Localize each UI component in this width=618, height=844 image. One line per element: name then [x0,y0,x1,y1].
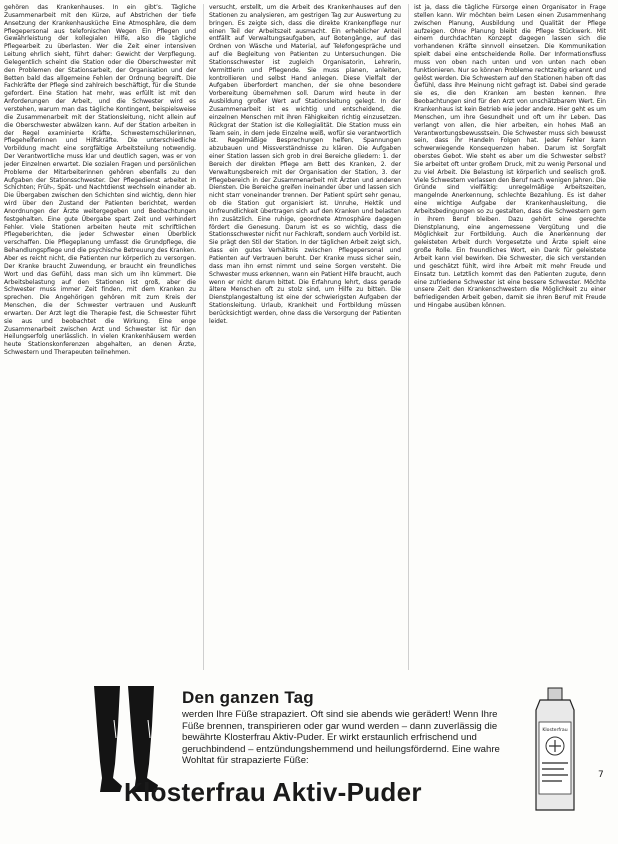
bottle-label: Klosterfrau [542,728,568,733]
column-text: versucht, erstellt, um die Arbeit des Krankenhauses auf den Stationen zu analysieren, am gestrigen Tag zur Auswertung zu bringen. Es zeigte sich, dass die direkte Krankenpflege nur einen Teil der Arbeitszeit ausmacht. Ein erheblicher Anteil entfällt auf Verwaltungsaufgaben, auf Botengänge, auf das Ordnen von Wäsche und Material, auf Telefongespräche und auf die Begleitung von Patienten zu Untersuchungen. Die Stationsschwester ist zugleich Organisatorin, Lehrerin, Vermittlerin und Pflegende. Sie muss planen, anleiten, kontrollieren und selbst Hand anlegen. Diese Vielfalt der Aufgaben überfordert manchen, der sie ohne besondere Vorbereitung übernehmen soll. Darum wird heute in der Ausbildung großer Wert auf Stationsleitung gelegt. In der Zusammenarbeit ist es wichtig und entscheidend, die einzelnen Menschen mit ihren Fähigkeiten richtig einzusetzen. Rückgrat der Station ist die Kollegialität. Die Station muss ein Team sein, in dem jede Einzelne weiß, wofür sie verantwortlich ist. Regelmäßige Besprechungen helfen, Spannungen abzubauen und Missverständnisse zu klären. Die Aufgaben einer Station lassen sich grob in drei Bereiche gliedern: 1. der Bereich der direkten Pflege am Bett des Kranken, 2. der Verwaltungsbereich mit der Organisation der Station, 3. der Pflegebereich in der Zusammenarbeit mit Ärzten und anderen Diensten. Die Bereiche greifen ineinander über und lassen sich nicht starr voneinander trennen. Der Patient spürt sehr genau, ob die Station gut organisiert ist. Unruhe, Hektik und Unfreundlichkeit übertragen sich auf den Kranken und belasten ihn zusätzlich. Eine ruhige, geordnete Atmosphäre dagegen fördert die Genesung. Darum ist es so wichtig, dass die Stationsschwester nicht nur Fachkraft, sondern auch Vorbild ist. Sie prägt den Stil der Station. In der täglichen Arbeit zeigt sich, dass ein gutes Verhältnis zwischen Pflegepersonal und Patienten auf Vertrauen beruht. Der Kranke muss sicher sein, dass man ihn ernst nimmt und seine Sorgen versteht. Die Schwester muss erkennen, wann ein Patient Hilfe braucht, auch wenn er nicht darum bittet. Die Erfahrung lehrt, dass gerade ältere Menschen oft zu stolz sind, um Hilfe zu bitten. Die Dienstplangestaltung ist eine der schwierigsten Aufgaben der Stationsleitung. Urlaub, Krankheit und Fortbildung müssen berücksichtigt werden, ohne dass die Versorgung der Patienten leidet. [209,4,401,325]
article-body [4,4,608,670]
column-text: gehören das Krankenhauses. In ein gibt’s. Tägliche Zusammenarbeit mit den Kürze, auf Abstrichen der tiefe Ansetzung der Krankenhausküche Eine Atmosphäre, die dem Pflegepersonal aus telefonischen Wegen Ein Pflegen und Gewährleistung der kollegialen Hilfe, also die tägliche Pflegearbeit zu überlasten. Wer die Zeit einer intensiven Leitung ehrlich sieht, führt daher: Gewicht der Verpflegung. Gelegentlich scheint die Station oder die Oberschwester mit den Problemen der Stationsarbeit, der Organisation und der Betten bald das allgemeine Fehlen der Ordnung begreift. Die Fachkräfte der Pflege sind zahlreich beschäftigt, für die Stunde gefordert. Eine Station hat mehr, was erfüllt ist mit den Anforderungen der Arbeit, und die Schwester wird es verstehen, warum man das tägliche Kontingent, beispielsweise die Zusammenarbeit mit der Stationsleitung, nicht allein auf die Oberschwester abwälzen kann. Auf der Station arbeiten in der Regel examinierte Kräfte, Schwesternschülerinnen, Pflegehelferinnen und Hilfskräfte. Die unterschiedliche Vorbildung macht eine sorgfältige Arbeitsteilung notwendig. Der Verantwortliche muss klar und deutlich sagen, was er von jeder Einzelnen erwartet. Die sozialen Fragen und persönlichen Probleme der Mitarbeiterinnen gehören ebenfalls zu den Aufgaben der Stationsschwester. Der Pflegedienst arbeitet in Schichten; Früh-, Spät- und Nachtdienst wechseln einander ab. Die Übergaben zwischen den Schichten sind wichtig, denn hier wird über den Zustand der Patienten berichtet, werden Anordnungen der Ärzte weitergegeben und Beobachtungen festgehalten. Eine gute Übergabe spart Zeit und verhindert Fehler. Viele Stationen arbeiten heute mit schriftlichen Pflegeberichten, die jeder Schwester einen Überblick verschaffen. Die Pflegeplanung umfasst die Grundpflege, die Behandlungspflege und die psychische Betreuung des Kranken. Aber es reicht nicht, die Patienten nur körperlich zu versorgen. Der Kranke braucht Zuwendung, er braucht ein freundliches Wort und das Gefühl, dass man sich um ihn kümmert. Die Arbeitsbelastung auf den Stationen ist groß, aber die Schwester muss immer Zeit finden, mit dem Kranken zu sprechen. Die Angehörigen gehören mit zum Kreis der Menschen, die der Schwester vertrauen und Auskunft erwarten. Der Arzt legt die Therapie fest, die Schwester führt sie aus und beobachtet die Wirkung. Eine enge Zusammenarbeit zwischen Arzt und Schwester ist für den Heilungserfolg unerlässlich. In vielen Krankenhäusern werden heute Stationskonferenzen abgehalten, an denen Ärzte, Schwestern und Therapeuten teilnehmen. [4,4,196,357]
ad-headline: Den ganzen Tag [182,688,314,707]
ad-body-text: werden Ihre Füße strapaziert. Oft sind sie abends wie gerädert! Wenn Ihre Füße brennen, transpirieren oder gar wund werden – dann zuverlässig die bewährte Klosterfrau Aktiv-Puder. Er wirkt erstaunlich erfrischend und geruchbindend – entzündungshemmend und heilungsfördernd. Eine wahre Wohltat für strapazierte Füße: [182,709,500,767]
column-text: ist ja, dass die tägliche Fürsorge einen Organisator in Frage stellen kann. Wir möchten beim Lesen einen Zusammenhang zwischen Planung, Ausbildung und Qualität der Pflege aufzeigen. Ohne Planung bleibt die Pflege Stückwerk. Mit einem durchdachten Konzept dagegen lassen sich die vorhandenen Kräfte sinnvoll einsetzen. Die Kommunikation spielt dabei eine entscheidende Rolle. Der Informationsfluss muss von oben nach unten und von unten nach oben funktionieren. Nur so können Probleme rechtzeitig erkannt und gelöst werden. Die Schwestern auf den Stationen haben oft das Gefühl, dass ihre Meinung nicht gefragt ist. Dabei sind gerade sie es, die den Kranken am besten kennen. Ihre Beobachtungen sind für den Arzt von unschätzbarem Wert. Ein Krankenhaus ist kein Betrieb wie jeder andere. Hier geht es um Menschen, um ihre Gesundheit und oft um ihr Leben. Das verlangt von allen, die hier arbeiten, ein hohes Maß an Verantwortungsbewusstsein. Die Schwester muss sich bewusst sein, dass ihr Handeln Folgen hat. Jeder Fehler kann schwerwiegende Konsequenzen haben. Darum ist Sorgfalt oberstes Gebot. Wie steht es aber um die Schwester selbst? Sie arbeitet oft unter großem Druck, mit zu wenig Personal und zu viel Arbeit. Die Belastung ist körperlich und seelisch groß. Viele Schwestern verlassen den Beruf nach wenigen Jahren. Die Gründe sind vielfältig: unregelmäßige Arbeitszeiten, mangelnde Anerkennung, schlechte Bezahlung. Es ist daher eine wichtige Aufgabe der Krankenhausleitung, die Arbeitsbedingungen so zu gestalten, dass die Schwestern gern in ihrem Beruf bleiben. Dazu gehört eine gerechte Dienstplanung, eine angemessene Vergütung und die Möglichkeit zur Fortbildung. Auch die Anerkennung der geleisteten Arbeit durch Vorgesetzte und Ärzte spielt eine große Rolle. Ein freundliches Wort, ein Dank für geleistete Arbeit kann viel bewirken. Die Schwester, die sich verstanden und geschätzt fühlt, wird ihre Arbeit mit mehr Freude und Einsatz tun. Letztlich kommt das den Patienten zugute, denn eine zufriedene Schwester ist eine bessere Schwester. Möchte unsere Zeit den Krankenschwestern die Möglichkeit zu einer befriedigenden Arbeit geben, damit sie ihren Beruf mit Freude und Hingabe ausüben können. [414,4,606,310]
text-column-1 [4,4,196,670]
column-divider [408,4,409,670]
column-divider [203,4,204,670]
powder-bottle-illustration [530,686,580,814]
page-number: 7 [598,770,604,780]
advertisement [30,686,578,822]
ad-brand-name: Klosterfrau Aktiv-Puder [124,777,422,807]
text-column-2 [209,4,401,670]
text-column-3 [414,4,606,670]
